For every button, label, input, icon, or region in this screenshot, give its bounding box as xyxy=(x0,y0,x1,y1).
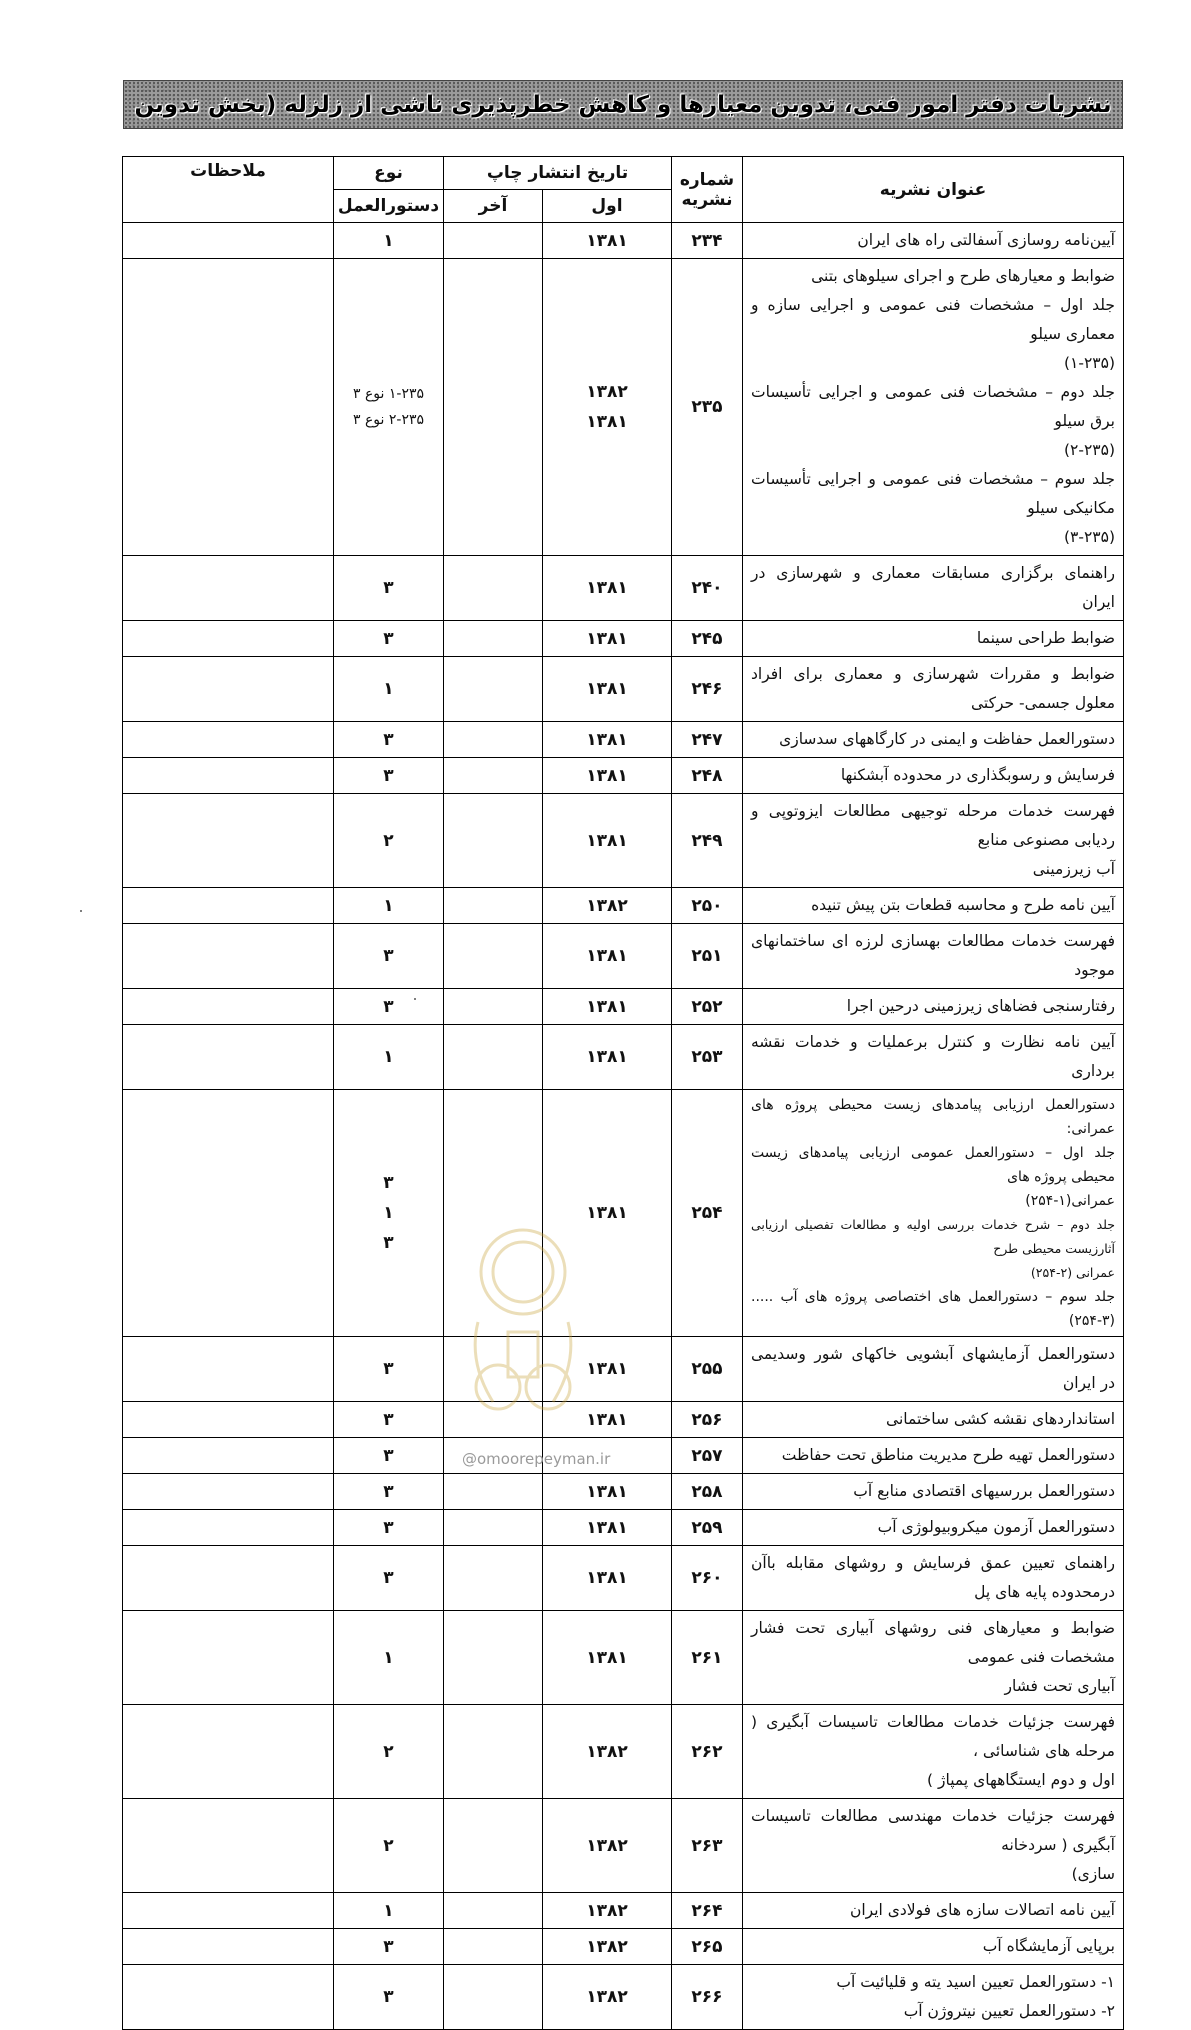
publication-title-line: ۱- دستورالعمل تعیین اسید یته و قلیائیت آب xyxy=(836,1973,1115,1991)
publication-title xyxy=(743,1090,1124,1337)
last-print-date xyxy=(444,1402,543,1438)
publication-number: ۲۵۴ xyxy=(672,1090,743,1337)
publication-title xyxy=(743,1337,1124,1402)
notes-cell xyxy=(123,794,334,888)
last-print-date xyxy=(444,794,543,888)
first-print-date: ۱۳۸۱ xyxy=(543,1337,672,1402)
notes-cell xyxy=(123,1705,334,1799)
table-row xyxy=(123,1799,1124,1893)
instruction-type xyxy=(334,223,444,259)
first-print-date: ۱۳۸۱ xyxy=(543,556,672,621)
instruction-type-item: ۱ xyxy=(383,230,394,251)
first-print-date: ۱۳۸۲ xyxy=(543,1705,672,1799)
publication-number: ۲۳۴ xyxy=(672,223,743,259)
instruction-type-item: ۳ xyxy=(383,1233,394,1253)
notes-cell xyxy=(123,1337,334,1402)
publication-title-line: رفتارسنجی فضاهای زیرزمینی درحین اجرا xyxy=(846,997,1115,1015)
first-print-date: ۱۳۸۱ xyxy=(543,621,672,657)
first-print-date: ۱۳۸۱ xyxy=(543,794,672,888)
last-print-date xyxy=(444,259,543,556)
table-row xyxy=(123,989,1124,1025)
last-print-date xyxy=(444,1705,543,1799)
publication-number: ۲۶۶ xyxy=(672,1965,743,2030)
header-type-line2: دستورالعمل xyxy=(334,190,444,223)
table-row xyxy=(123,1438,1124,1474)
instruction-type xyxy=(334,758,444,794)
publications-table xyxy=(122,156,1124,2030)
table-row xyxy=(123,888,1124,924)
publication-number: ۲۵۰ xyxy=(672,888,743,924)
instruction-type xyxy=(334,1965,444,2030)
publication-title-line: ضوابط طراحی سینما xyxy=(976,629,1115,647)
header-notes: ملاحظات xyxy=(123,157,334,223)
instruction-type-item: ۳ xyxy=(383,765,394,786)
instruction-type xyxy=(334,1438,444,1474)
last-print-date xyxy=(444,1929,543,1965)
notes-cell xyxy=(123,1402,334,1438)
table-row xyxy=(123,1705,1124,1799)
header-date-first: اول xyxy=(543,190,672,223)
notes-cell xyxy=(123,1090,334,1337)
publication-title-line: راهنمای برگزاری مسابقات معماری و شهرسازی در ایران xyxy=(751,564,1115,611)
publication-title-line: ۲- دستورالعمل تعیین نیتروژن آب xyxy=(903,2002,1115,2020)
notes-cell xyxy=(123,1546,334,1611)
scan-speck xyxy=(80,910,82,912)
last-print-date xyxy=(444,621,543,657)
instruction-type-item: ۳ xyxy=(383,1936,394,1957)
notes-cell xyxy=(123,1611,334,1705)
first-print-date: ۱۳۸۱ xyxy=(543,1025,672,1090)
publication-title xyxy=(743,621,1124,657)
publication-title xyxy=(743,1965,1124,2030)
table-row xyxy=(123,1929,1124,1965)
publication-number: ۲۳۵ xyxy=(672,259,743,556)
first-print-date: ۱۳۸۱ xyxy=(543,758,672,794)
instruction-type-item: ۲ xyxy=(383,830,394,851)
notes-cell xyxy=(123,1510,334,1546)
notes-cell xyxy=(123,1965,334,2030)
instruction-type xyxy=(334,1337,444,1402)
table-row xyxy=(123,1893,1124,1929)
last-print-date xyxy=(444,1510,543,1546)
first-print-date: ۱۳۸۲ xyxy=(543,1799,672,1893)
publication-title xyxy=(743,888,1124,924)
publication-title-line: دستورالعمل بررسیهای اقتصادی منابع آب xyxy=(853,1482,1115,1500)
table-row xyxy=(123,556,1124,621)
first-print-date: ۱۳۸۱ xyxy=(543,989,672,1025)
header-type-line1: نوع xyxy=(334,157,444,190)
instruction-type-item: ۳ xyxy=(383,996,394,1017)
publication-number: ۲۶۱ xyxy=(672,1611,743,1705)
publication-title-line: سازی) xyxy=(1071,1865,1115,1883)
first-print-date: ۱۳۸۱ xyxy=(543,1546,672,1611)
publication-title-line: ضوابط و مقررات شهرسازی و معماری برای افراد معلول جسمی- حرکتی xyxy=(751,665,1115,712)
instruction-type xyxy=(334,1510,444,1546)
instruction-type-item: ۲ xyxy=(383,1741,394,1762)
publication-title-line: آیین نامه طرح و محاسبه قطعات بتن پیش تنیده xyxy=(811,896,1115,914)
publication-title xyxy=(743,924,1124,989)
first-print-date: ۱۳۸۱ xyxy=(543,1474,672,1510)
last-print-date xyxy=(444,1611,543,1705)
instruction-type xyxy=(334,1799,444,1893)
instruction-type xyxy=(334,1474,444,1510)
publication-title-line: راهنمای تعیین عمق فرسایش و روشهای مقابله باآن درمحدوده پایه های پل xyxy=(751,1554,1115,1601)
table-row xyxy=(123,223,1124,259)
publication-title-line: جلد سوم – دستورالعمل های اختصاصی پروژه های آب .....(۳-۲۵۴) xyxy=(751,1289,1115,1329)
last-print-date xyxy=(444,989,543,1025)
header-number-line2: نشریه xyxy=(681,189,733,210)
instruction-type xyxy=(334,556,444,621)
publication-title xyxy=(743,1510,1124,1546)
first-print-date-item: ۱۳۸۱ xyxy=(586,412,628,432)
last-print-date xyxy=(444,223,543,259)
publication-number: ۲۵۸ xyxy=(672,1474,743,1510)
instruction-type xyxy=(334,1090,444,1337)
publication-number: ۲۴۹ xyxy=(672,794,743,888)
table-row xyxy=(123,657,1124,722)
publication-title xyxy=(743,1893,1124,1929)
instruction-type xyxy=(334,888,444,924)
instruction-type xyxy=(334,1546,444,1611)
instruction-type-item: ۳ xyxy=(383,1359,394,1379)
first-print-date: ۱۳۸۱ xyxy=(543,1402,672,1438)
instruction-type xyxy=(334,924,444,989)
notes-cell xyxy=(123,1474,334,1510)
table-row xyxy=(123,1611,1124,1705)
instruction-type-item: ۳ xyxy=(383,1445,394,1466)
last-print-date xyxy=(444,556,543,621)
publication-title xyxy=(743,259,1124,556)
notes-cell xyxy=(123,722,334,758)
table-row xyxy=(123,621,1124,657)
instruction-type xyxy=(334,1025,444,1090)
publication-number: ۲۶۵ xyxy=(672,1929,743,1965)
publication-title-line: آیین نامه اتصالات سازه های فولادی ایران xyxy=(849,1901,1115,1919)
instruction-type-item: ۱ xyxy=(383,1900,394,1921)
publication-number: ۲۵۷ xyxy=(672,1438,743,1474)
last-print-date xyxy=(444,888,543,924)
notes-cell xyxy=(123,1438,334,1474)
publication-title xyxy=(743,1546,1124,1611)
table-row xyxy=(123,1965,1124,2030)
publication-title xyxy=(743,1929,1124,1965)
table-row xyxy=(123,1546,1124,1611)
publication-number: ۲۶۲ xyxy=(672,1705,743,1799)
publication-title-line: آیین نامه نظارت و کنترل برعملیات و خدمات نقشه برداری xyxy=(751,1033,1115,1080)
table-row xyxy=(123,1510,1124,1546)
publication-title xyxy=(743,1438,1124,1474)
publication-title-line: جلد سوم – مشخصات فنی عمومی و اجرایی تأسیسات مکانیکی سیلو xyxy=(751,470,1115,517)
publication-number: ۲۴۵ xyxy=(672,621,743,657)
notes-cell xyxy=(123,1893,334,1929)
instruction-type-item: ۳ xyxy=(383,946,394,966)
last-print-date xyxy=(444,1546,543,1611)
publication-number: ۲۵۹ xyxy=(672,1510,743,1546)
first-print-date: ۱۳۸۱ xyxy=(543,1611,672,1705)
header-number xyxy=(672,157,743,223)
instruction-type-item: ۳ xyxy=(383,1987,394,2007)
publication-title xyxy=(743,1799,1124,1893)
notes-cell xyxy=(123,621,334,657)
publication-title-line: فهرست خدمات مرحله توجیهی مطالعات ایزوتوپی و ردیابی مصنوعی منابع xyxy=(751,802,1115,849)
notes-cell xyxy=(123,989,334,1025)
notes-cell xyxy=(123,924,334,989)
instruction-type-item: ۳ xyxy=(383,1568,394,1588)
instruction-type-item: ۱ xyxy=(383,1203,394,1223)
instruction-type-item: ۳ xyxy=(383,1517,394,1538)
publication-title xyxy=(743,794,1124,888)
first-print-date: ۱۳۸۱ xyxy=(543,924,672,989)
page-title-bar xyxy=(123,80,1123,129)
publication-number: ۲۴۷ xyxy=(672,722,743,758)
last-print-date xyxy=(444,1474,543,1510)
instruction-type-item: ۲-۲۳۵ نوع ۳ xyxy=(352,412,425,428)
instruction-type-item: ۱ xyxy=(383,1647,394,1668)
last-print-date xyxy=(444,722,543,758)
instruction-type xyxy=(334,621,444,657)
publication-title-line: (۲-۲۳۵) xyxy=(1063,441,1115,459)
publication-number: ۲۵۶ xyxy=(672,1402,743,1438)
publication-title-line: دستورالعمل ارزیابی پیامدهای زیست محیطی پروژه های عمرانی: xyxy=(751,1097,1115,1137)
publication-number: ۲۵۱ xyxy=(672,924,743,989)
table-row xyxy=(123,758,1124,794)
publication-title-line: عمرانی(۱-۲۵۴) xyxy=(1025,1193,1115,1209)
publication-title-line: فهرست جزئیات خدمات مطالعات تاسیسات آبگیری ( مرحله های شناسائی ، xyxy=(751,1713,1115,1760)
publication-number: ۲۵۳ xyxy=(672,1025,743,1090)
first-print-date xyxy=(543,259,672,556)
table-row xyxy=(123,1025,1124,1090)
last-print-date xyxy=(444,1965,543,2030)
publication-title-line: دستورالعمل تهیه طرح مدیریت مناطق تحت حفاظت xyxy=(781,1446,1115,1464)
first-print-date: ۱۳۸۲ xyxy=(543,888,672,924)
first-print-date: ۱۳۸۱ xyxy=(543,223,672,259)
notes-cell xyxy=(123,556,334,621)
header-number-line1: شماره xyxy=(679,169,735,190)
publication-number: ۲۶۴ xyxy=(672,1893,743,1929)
first-print-date: ۱۳۸۲ xyxy=(543,1929,672,1965)
publication-title-line: (۳-۲۳۵) xyxy=(1063,528,1115,546)
watermark-text: @omoorepeyman.ir xyxy=(462,1450,611,1468)
notes-cell xyxy=(123,1025,334,1090)
publication-number: ۲۴۸ xyxy=(672,758,743,794)
publication-title-line: دستورالعمل آزمایشهای آبشویی خاکهای شور وسدیمی در ایران xyxy=(751,1345,1115,1392)
publication-title-line: (۱-۲۳۵) xyxy=(1063,354,1115,372)
publication-number: ۲۵۵ xyxy=(672,1337,743,1402)
instruction-type-item: ۱ xyxy=(383,1047,394,1067)
instruction-type xyxy=(334,1893,444,1929)
publication-title xyxy=(743,989,1124,1025)
publication-title-line: جلد اول – مشخصات فنی عمومی و اجرایی سازه و معماری سیلو xyxy=(751,296,1115,343)
table-row xyxy=(123,1090,1124,1337)
table-row xyxy=(123,722,1124,758)
instruction-type-item: ۱ xyxy=(383,679,394,699)
publication-title xyxy=(743,1402,1124,1438)
publication-title xyxy=(743,223,1124,259)
table-row xyxy=(123,1337,1124,1402)
page-title: نشریات دفتر امور فنی، تدوین معیارها و کاهش خطرپذیری ناشی از زلزله (بخش تدوین xyxy=(134,91,1112,118)
publication-title-line: فهرست خدمات مطالعات بهسازی لرزه ای ساختمانهای موجود xyxy=(751,932,1115,979)
instruction-type xyxy=(334,1929,444,1965)
first-print-date: ۱۳۸۱ xyxy=(543,722,672,758)
instruction-type xyxy=(334,1611,444,1705)
notes-cell xyxy=(123,1799,334,1893)
publication-title xyxy=(743,1611,1124,1705)
instruction-type-item: ۳ xyxy=(383,1481,394,1502)
instruction-type-item: ۳ xyxy=(383,729,394,750)
instruction-type xyxy=(334,989,444,1025)
instruction-type-item: ۳ xyxy=(383,628,394,649)
publication-title xyxy=(743,1474,1124,1510)
publication-title-line: ضوابط و معیارهای طرح و اجرای سیلوهای بتنی xyxy=(811,267,1115,285)
publication-number: ۲۴۶ xyxy=(672,657,743,722)
instruction-type xyxy=(334,657,444,722)
publication-title-line: دستورالعمل حفاظت و ایمنی در کارگاههای سدسازی xyxy=(779,730,1115,748)
notes-cell xyxy=(123,223,334,259)
notes-cell xyxy=(123,758,334,794)
publication-number: ۲۶۳ xyxy=(672,1799,743,1893)
publication-title-line: فهرست جزئیات خدمات مهندسی مطالعات تاسیسات آبگیری ( سردخانه xyxy=(751,1807,1115,1854)
instruction-type xyxy=(334,259,444,556)
publication-title-line: عمرانی (۲-۲۵۴) xyxy=(1030,1265,1115,1280)
publication-title xyxy=(743,1025,1124,1090)
publication-number: ۲۶۰ xyxy=(672,1546,743,1611)
notes-cell xyxy=(123,888,334,924)
table-row xyxy=(123,259,1124,556)
first-print-date: ۱۳۸۱ xyxy=(543,1510,672,1546)
last-print-date xyxy=(444,1799,543,1893)
last-print-date xyxy=(444,1337,543,1402)
table-row xyxy=(123,1402,1124,1438)
table-row xyxy=(123,794,1124,888)
header-date-last: آخر xyxy=(444,190,543,223)
publication-title-line: ضوابط و معیارهای فنی روشهای آبیاری تحت فشار مشخصات فنی عمومی xyxy=(751,1619,1115,1666)
publication-title-line: برپایی آزمایشگاه آب xyxy=(982,1937,1115,1955)
publication-title xyxy=(743,1705,1124,1799)
publication-title xyxy=(743,657,1124,722)
publication-title-line: دستورالعمل آزمون میکروبیولوژی آب xyxy=(877,1518,1115,1536)
instruction-type xyxy=(334,1402,444,1438)
publication-number: ۲۵۲ xyxy=(672,989,743,1025)
header-print-date: تاریخ انتشار چاپ xyxy=(444,157,672,190)
publication-title xyxy=(743,758,1124,794)
last-print-date xyxy=(444,657,543,722)
last-print-date xyxy=(444,1025,543,1090)
notes-cell xyxy=(123,657,334,722)
first-print-date: ۱۳۸۱ xyxy=(543,657,672,722)
last-print-date xyxy=(444,924,543,989)
publication-title-line: آیین‌نامه روسازی آسفالتی راه های ایران xyxy=(857,231,1115,249)
publication-title xyxy=(743,722,1124,758)
first-print-date-item: ۱۳۸۲ xyxy=(586,382,628,402)
publication-title-line: آب زیرزمینی xyxy=(1032,860,1115,878)
first-print-date: ۱۳۸۱ xyxy=(543,1090,672,1337)
notes-cell xyxy=(123,259,334,556)
publication-title-line: فرسایش و رسوبگذاری در محدوده آبشکنها xyxy=(840,766,1115,784)
first-print-date: ۱۳۸۲ xyxy=(543,1893,672,1929)
first-print-date: ۱۳۸۲ xyxy=(543,1965,672,2030)
last-print-date xyxy=(444,758,543,794)
table-row xyxy=(123,1474,1124,1510)
instruction-type xyxy=(334,722,444,758)
last-print-date xyxy=(444,1893,543,1929)
last-print-date xyxy=(444,1090,543,1337)
instruction-type-item: ۳ xyxy=(383,1173,394,1193)
notes-cell xyxy=(123,1929,334,1965)
instruction-type-item: ۱-۲۳۵ نوع ۳ xyxy=(352,386,425,402)
instruction-type xyxy=(334,1705,444,1799)
instruction-type-item: ۲ xyxy=(383,1835,394,1856)
instruction-type-item: ۳ xyxy=(383,578,394,598)
publication-title-line: آبیاری تحت فشار xyxy=(1004,1677,1115,1695)
publication-title-line: جلد اول – دستورالعمل عمومی ارزیابی پیامدهای زیست محیطی پروژه های xyxy=(751,1145,1115,1185)
header-title: عنوان نشریه xyxy=(743,157,1124,223)
publication-number: ۲۴۰ xyxy=(672,556,743,621)
scan-speck xyxy=(414,998,416,1000)
publication-title-line: جلد دوم – شرح خدمات بررسی اولیه و مطالعات تفصیلی ارزیابی آثارزیست محیطی طرح xyxy=(751,1217,1115,1256)
instruction-type xyxy=(334,794,444,888)
instruction-type-item: ۱ xyxy=(383,895,394,916)
table-row xyxy=(123,924,1124,989)
publication-title-line: جلد دوم – مشخصات فنی عمومی و اجرایی تأسیسات برق سیلو xyxy=(751,383,1115,430)
publication-title-line: اول و دوم ایستگاههای پمپاژ ) xyxy=(927,1771,1115,1789)
publication-title-line: استانداردهای نقشه کشی ساختمانی xyxy=(886,1410,1115,1428)
publication-title xyxy=(743,556,1124,621)
instruction-type-item: ۳ xyxy=(383,1409,394,1430)
